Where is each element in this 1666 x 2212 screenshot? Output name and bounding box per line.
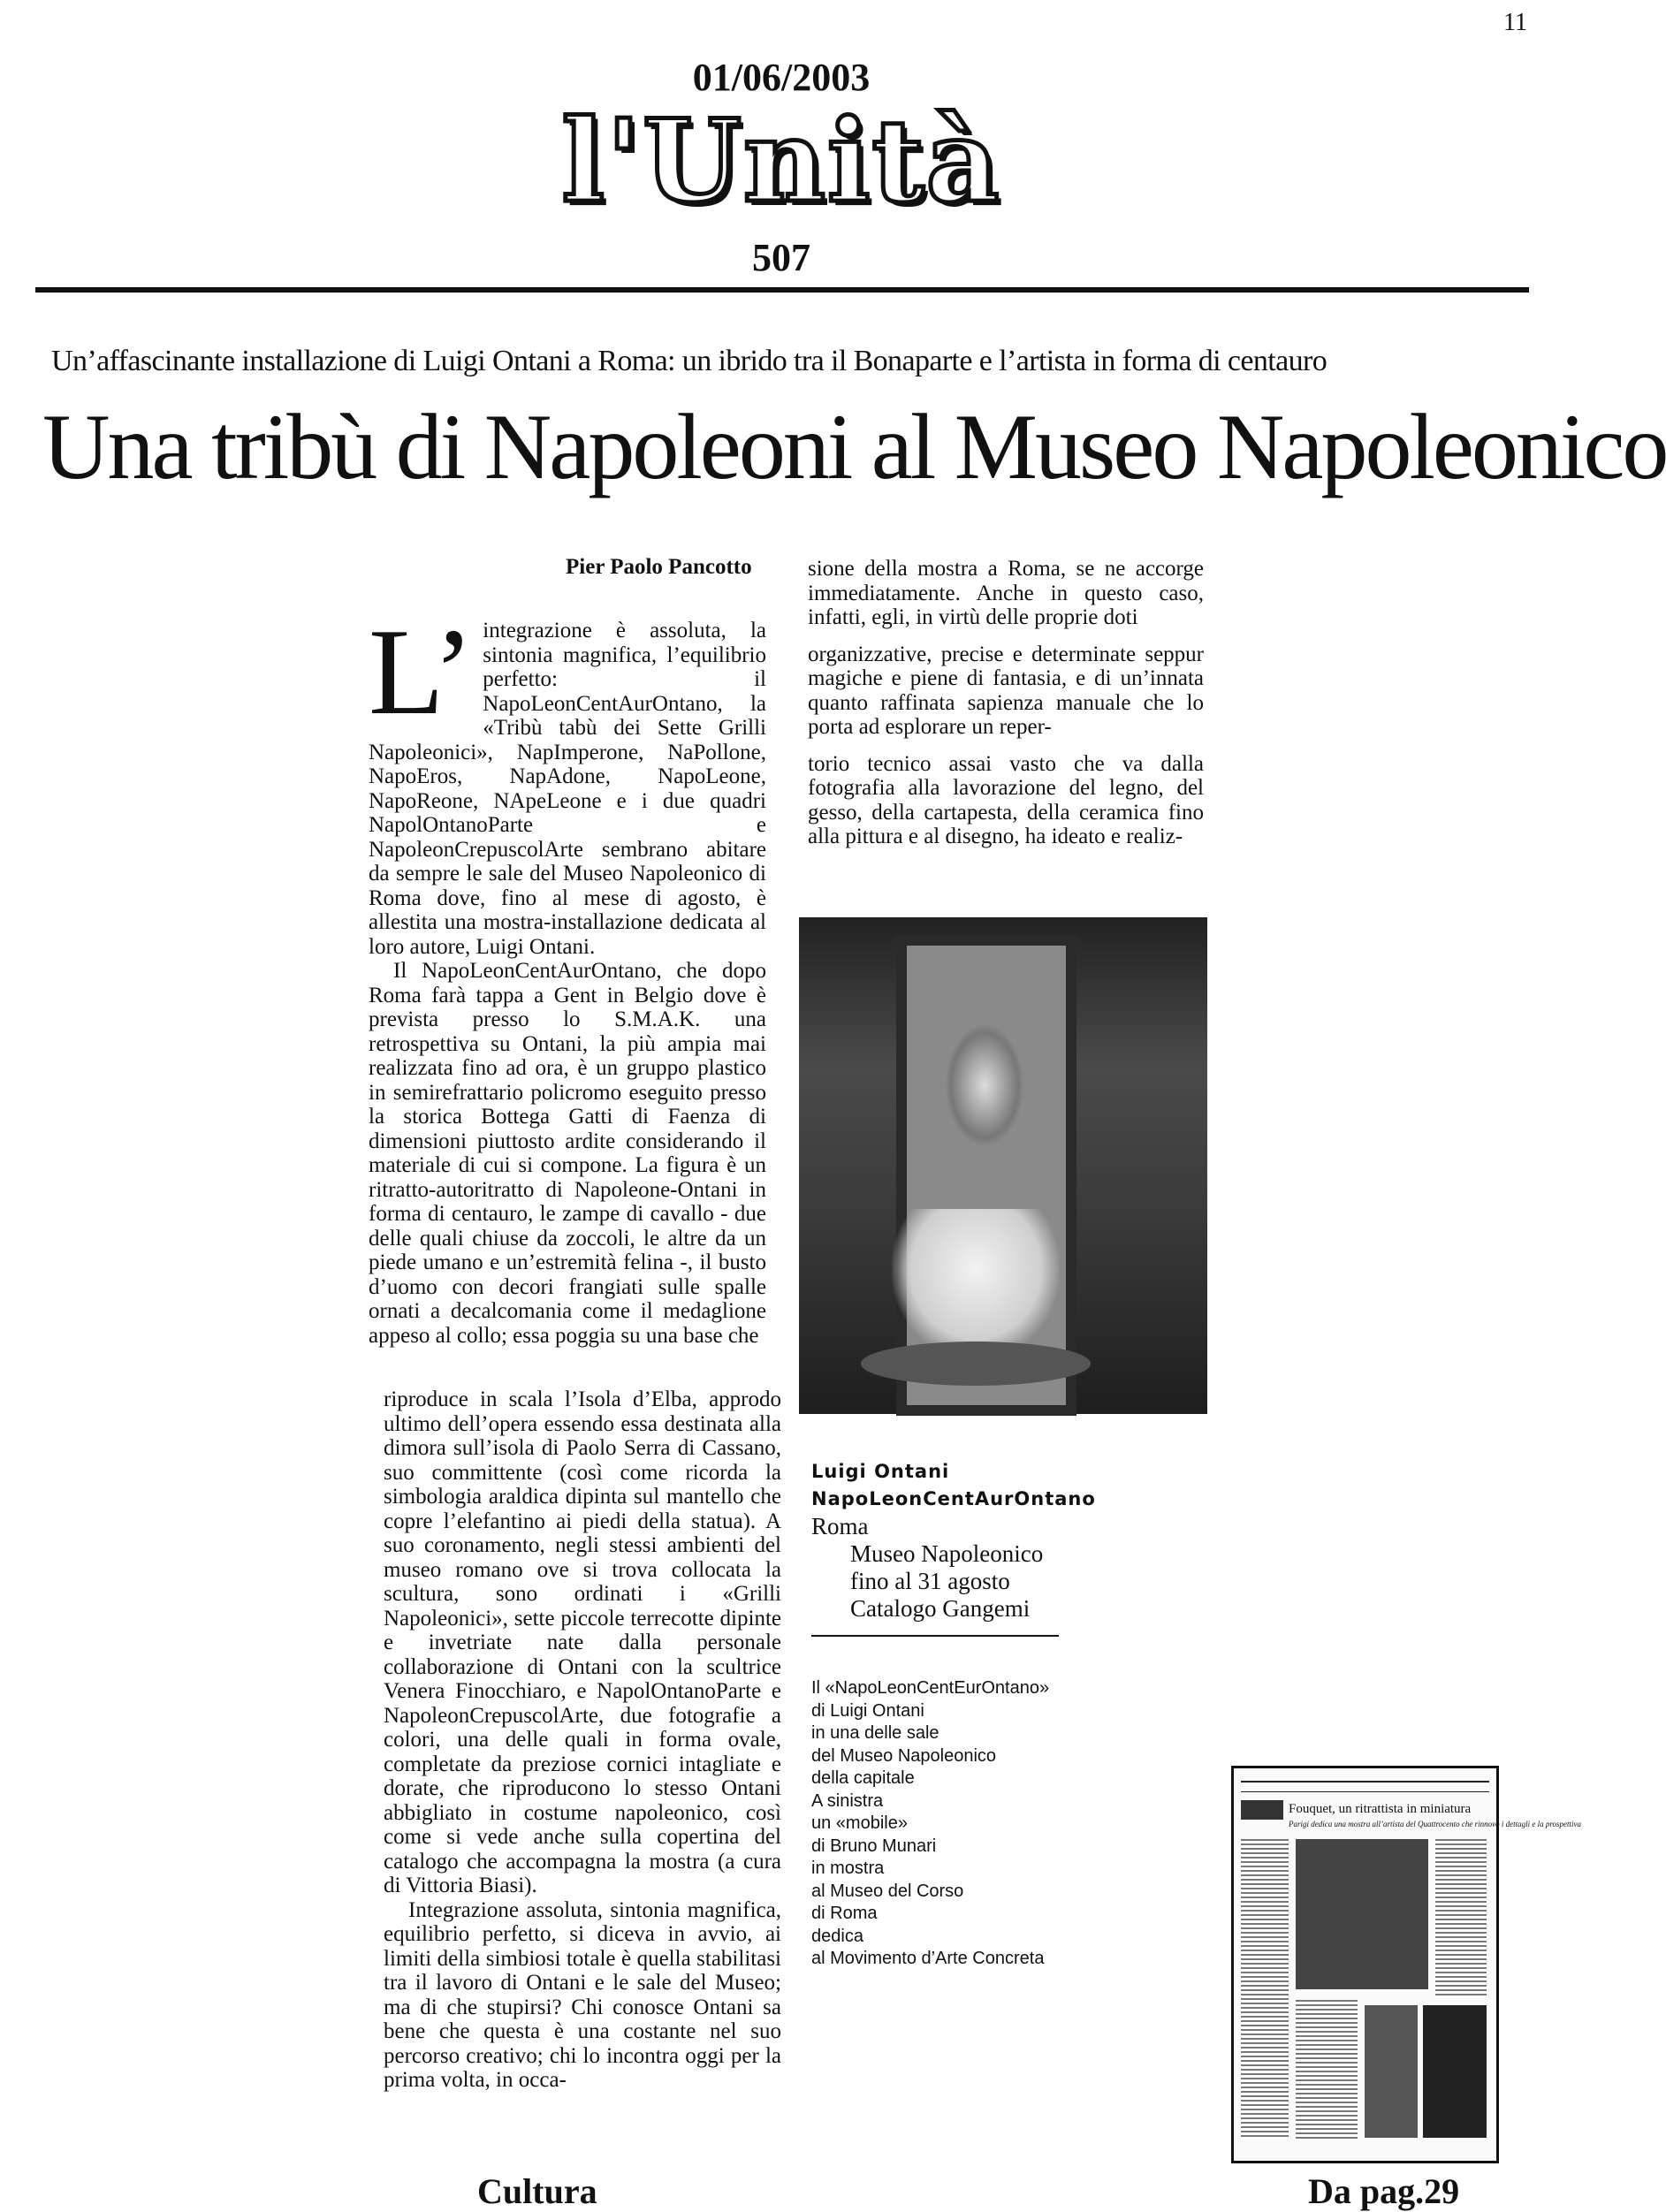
paragraph-text: integrazione è assoluta, la sintonia magnifica, l’equilibrio perfetto: il NapoLeonCentAurOntano, la «Tribù tabù dei Sette Grilli Napoleonici», NapImperone, NaPollone, NapoEros, NapAdone, NapoLeone, NapoReone, NApeLeone e i due quadri NapolOntanoParte e NapoleonCrepuscolArte sembrano abitare da sempre le sale del Museo Napoleonico di Roma dove, fino al mese di agosto, è allestita una mostra-installazione dedicata al loro autore, Luigi Ontani. [369,619,766,959]
info-artist: Luigi Ontani [811,1461,950,1482]
masthead-rule [35,287,1529,293]
thumbnail-text-column [1296,2000,1358,2141]
article-paragraph: organizzative, precise e determinate seppur magiche e piene di fantasia, e di un’innata quanto raffinata sapienza manuale che lo porta ad esplorare un reper- [808,642,1204,739]
drop-cap: L’ [369,604,475,741]
photo-sculpture-base [861,1342,1091,1386]
article-paragraph: torio tecnico assai vasto che va dalla fotografia alla lavorazione del legno, del gesso, della cartapesta, della ceramica fino alla pittura e al disegno, ha ideato e realiz- [808,751,1204,848]
photo-caption [811,1677,1191,1971]
info-city: Roma [811,1513,869,1539]
article-paragraph [369,604,766,959]
article-paragraph: sione della mostra a Roma, se ne accorge immediatamente. Anche in questo caso, infatti, egli, in virtù delle proprie doti [808,557,1204,629]
caption-line: al Movimento d’Arte Concreta [811,1949,1045,1968]
article-kicker: Un’affascinante installazione di Luigi Ontani a Roma: un ibrido tra il Bonaparte e l’artista in forma di centauro [51,345,1327,377]
masthead-date: 01/06/2003 [692,56,871,99]
info-divider [811,1635,1059,1637]
thumbnail-title: Fouquet, un ritrattista in miniatura [1289,1802,1472,1816]
thumbnail-rule [1241,1781,1489,1783]
caption-line: della capitale [811,1768,915,1788]
caption-line: di Luigi Ontani [811,1700,924,1721]
photo-centaur-sculpture [892,1209,1060,1359]
thumbnail-image [1423,2005,1487,2138]
article-headline: Una tribù di Napoleoni al Museo Napoleonico [42,395,1666,498]
page-reference: Da pag.29 [1308,2171,1460,2211]
caption-line: un «mobile» [811,1813,908,1833]
newspaper-logo: l'Unità [561,95,1001,228]
article-column-1 [369,604,766,1348]
article-paragraph: Integrazione assoluta, sintonia magnifica, equilibrio perfetto, si diceva in avvio, ai limiti della simbiosi totale è quella stabilitasi tra il lavoro di Ontani e le sale del Museo; ma di che stupirsi? Chi conosce Ontani sa bene che questa è una costante nel suo percorso creativo; chi lo incontra oggi per la prima volta, in occa- [384,1897,781,2092]
caption-line: dedica [811,1926,863,1946]
section-label: Cultura [477,2171,597,2211]
caption-line: di Bruno Munari [811,1836,937,1856]
caption-line: in una delle sale [811,1723,940,1743]
exhibition-info-box [811,1458,1096,1623]
caption-line: al Museo del Corso [811,1881,964,1901]
article-paragraph: Il NapoLeonCentAurOntano, che dopo Roma farà tappa a Gent in Belgio dove è prevista presso lo S.M.A.K. una retrospettiva su Ontani, la più ampia mai realizzata fino ad ora, è un gruppo plastico in semirefrattario policromo eseguito presso la storica Bottega Gatti di Faenza di dimensioni piuttosto ardite considerando il materiale di cui si compone. La figura è un ritratto-autoritratto di Napoleone-Ontani in forma di centauro, le zampe di cavallo - due delle quali chiuse da zoccoli, le altre da un piede umano e un’estremità felina -, il busto d’uomo con decori frangiati sulle spalle ornati a decalcomania come il medaglione appeso al collo; essa poggia su una base che [369,959,766,1348]
thumbnail-image [1365,2005,1418,2138]
caption-line: del Museo Napoleonico [811,1745,997,1766]
thumbnail-text-column [1241,1839,1289,2140]
info-venue: Museo Napoleonico [850,1540,1044,1567]
caption-line: di Roma [811,1904,878,1923]
caption-line: in mostra [811,1859,885,1878]
caption-line: Il «NapoLeonCentEurOntano» [811,1678,1050,1698]
article-byline: Pier Paolo Pancotto [566,555,752,579]
issue-number: 507 [752,236,810,279]
page-number: 11 [1503,9,1527,36]
thumbnail-text-column [1435,1839,1487,1998]
caption-line: A sinistra [811,1790,884,1811]
info-dates: fino al 31 agosto [850,1568,1010,1594]
article-column-3 [808,557,1204,849]
info-catalog: Catalogo Gangemi [850,1595,1031,1622]
thumbnail-rule [1241,1791,1489,1792]
thumbnail-section-tag [1241,1800,1283,1820]
article-paragraph: riproduce in scala l’Isola d’Elba, approdo ultimo dell’opera essendo essa destinata alla dimora sull’isola di Paolo Serra di Cassano, suo committente (così come ricorda la simbologia araldica dipinta sul mantello che copre l’elefantino ai piedi della statua). A suo coronamento, negli stessi ambienti del museo romano ove si trova collocata la scultura, sono ordinati i «Grilli Napoleonici», sette piccole terrecotte dipinte e invetriate nate dalla personale collaborazione di Ontani con la scultrice Venera Finocchiaro, e NapolOntanoParte e NapoleonCrepuscolArte, due fotografie a colori, una delle quali in forma ovale, completate da preziose cornici intagliate e dorate, che riproducono lo stesso Ontani abbigliato in costume napoleonico, così come si vede anche sulla copertina del catalogo che accompagna la mostra (a cura di Vittoria Biasi). [384,1387,781,1897]
thumbnail-image [1296,1839,1428,1989]
related-page-thumbnail[interactable] [1231,1766,1582,2163]
thumbnail-subtitle: Parigi dedica una mostra all’artista del Quattrocento che rinnovò i dettagli e la prospettiva [1289,1820,1582,1828]
photo-chandelier [945,1023,1024,1147]
article-column-2 [384,1387,781,2093]
sculpture-photo [799,917,1207,1414]
info-work-title: NapoLeonCentAurOntano [811,1488,1096,1509]
